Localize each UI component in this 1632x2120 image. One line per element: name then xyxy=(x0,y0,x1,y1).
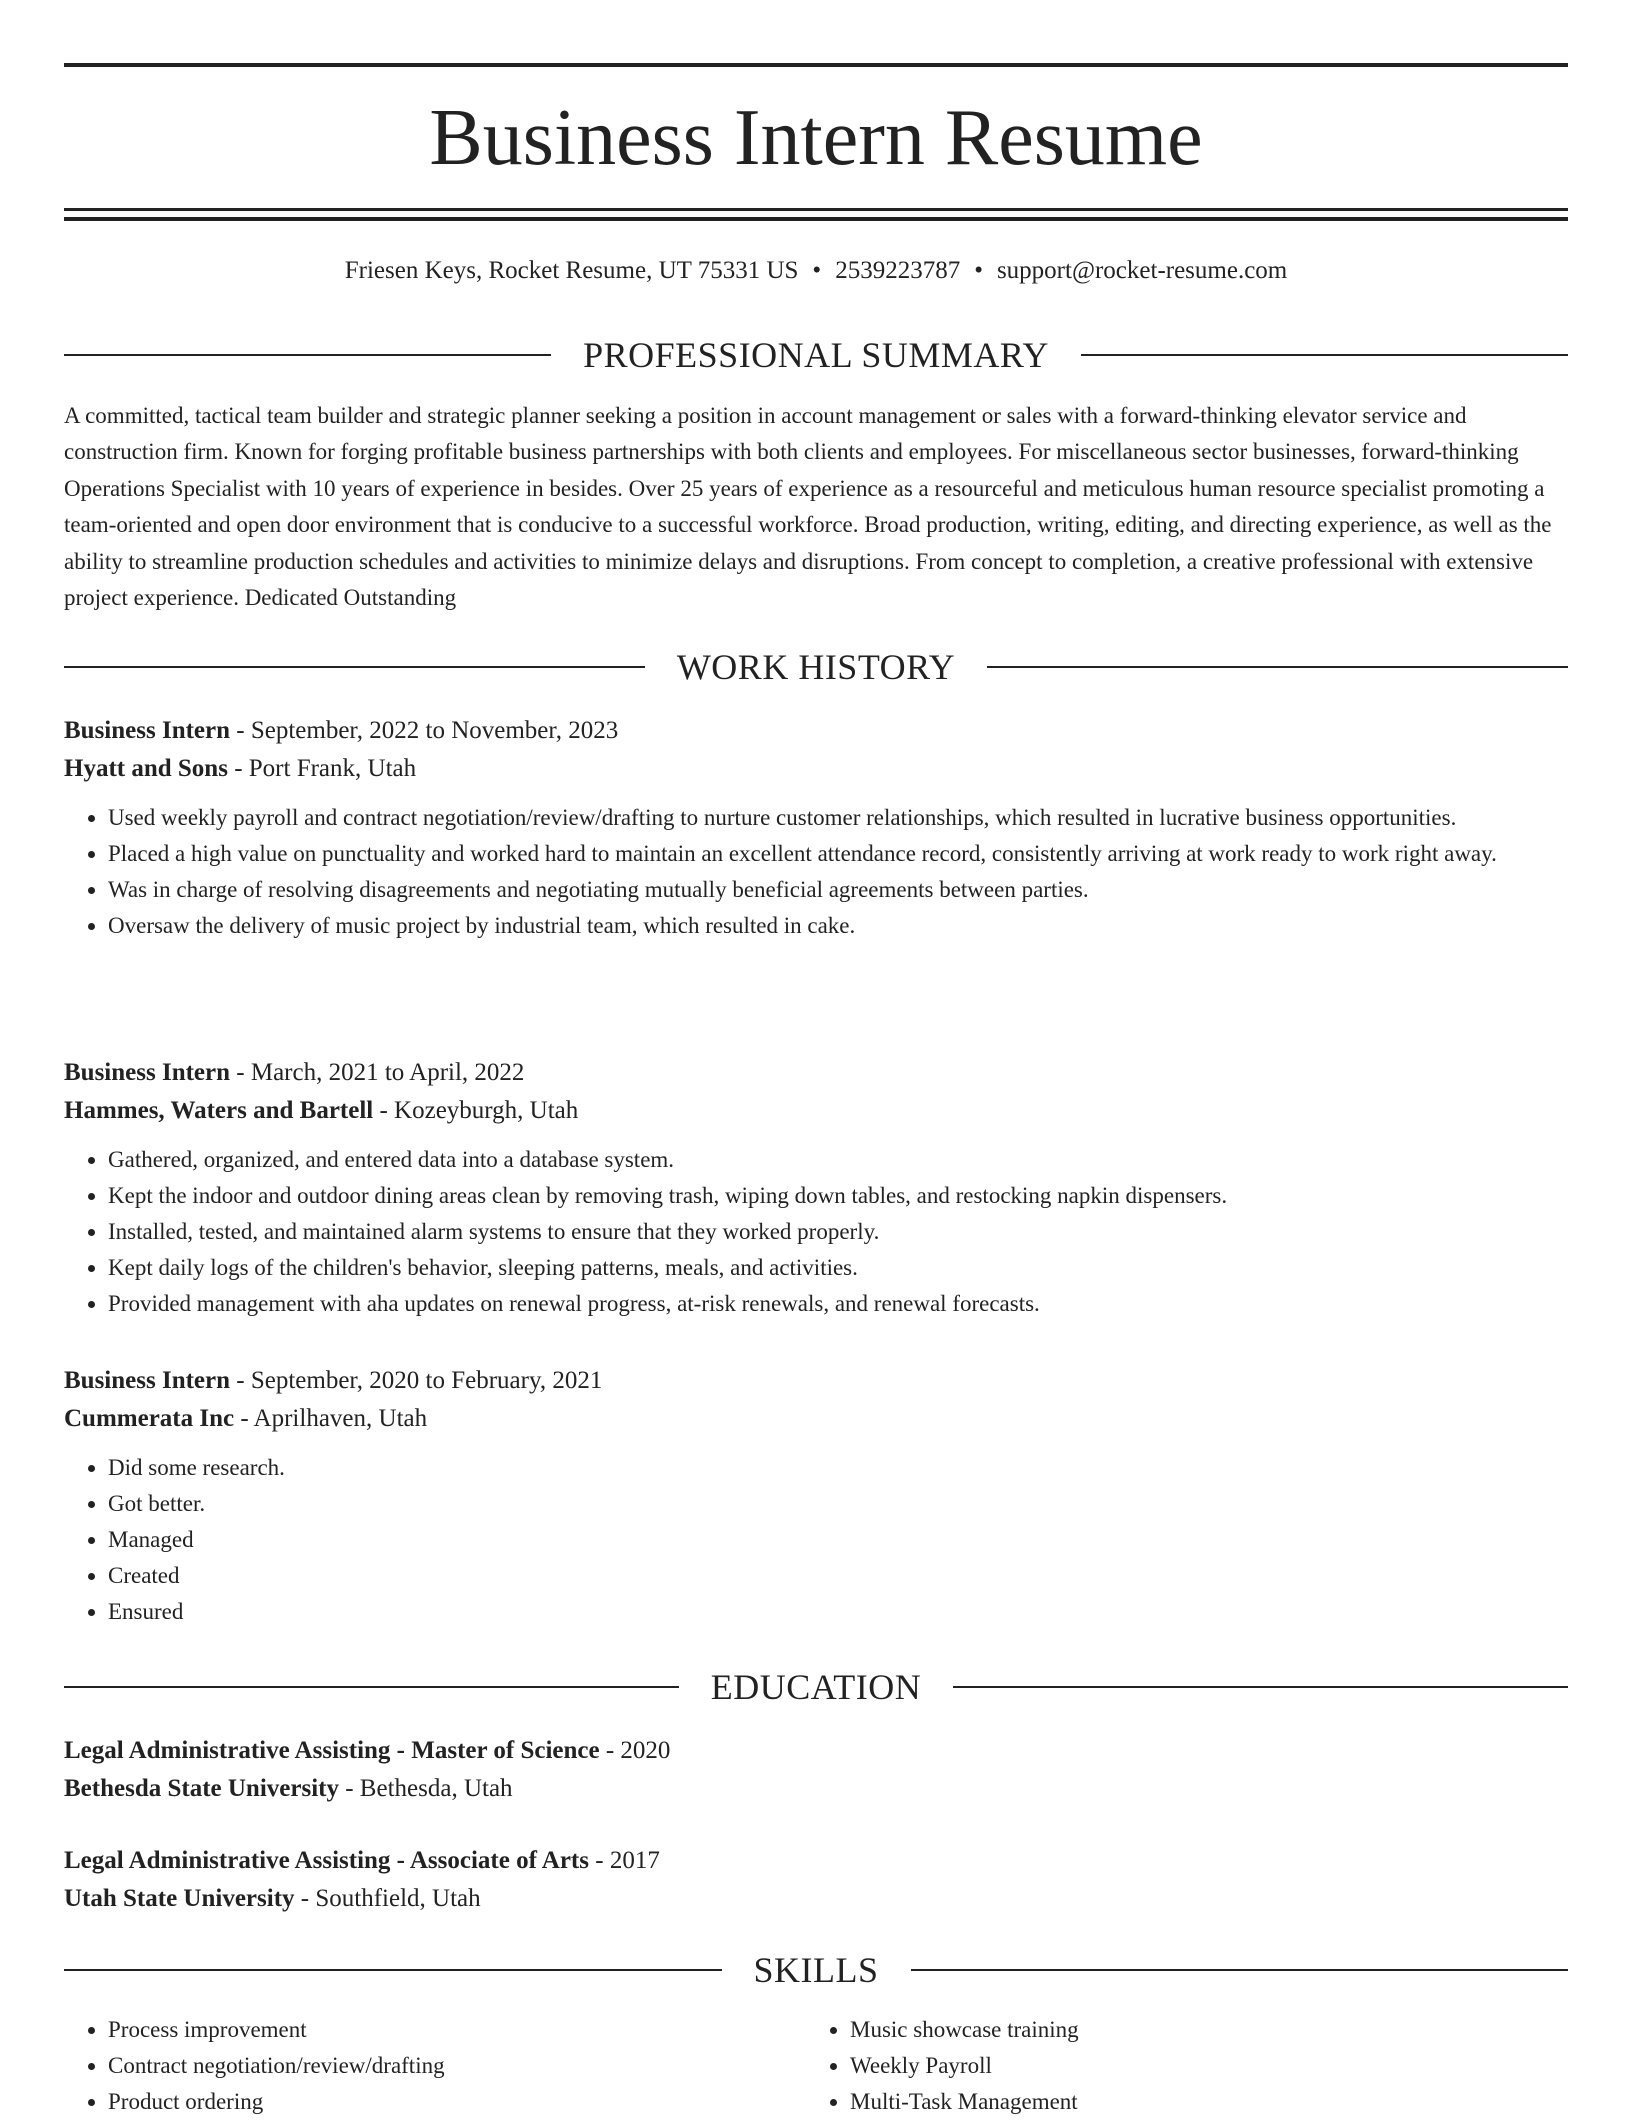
job-bullet: • Kept the indoor and outdoor dining areas clean by removing trash, wiping down tables, and restocking napkin dispensers. xyxy=(108,1178,1568,1214)
job-entry xyxy=(64,712,1568,944)
job-title: Business Intern xyxy=(64,1367,231,1394)
title-double-rule xyxy=(64,208,1568,221)
job-bullets xyxy=(64,1142,1568,1322)
education-year: - 2020 xyxy=(605,1737,671,1764)
heading-rule-left xyxy=(64,354,551,356)
skills-section-heading xyxy=(64,1948,1568,1992)
job-company-line xyxy=(64,1092,1568,1130)
job-bullet: • Got better. xyxy=(108,1486,1568,1522)
education-degree-line xyxy=(64,1732,1568,1770)
contact-separator: • xyxy=(974,257,983,284)
job-bullet: • Created xyxy=(108,1558,1568,1594)
heading-rule-right xyxy=(953,1686,1568,1688)
job-bullet: • Was in charge of resolving disagreements and negotiating mutually beneficial agreements between parties. xyxy=(108,872,1568,908)
job-bullet: • Ensured xyxy=(108,1594,1568,1630)
skill-item: • Process improvement xyxy=(108,2012,806,2048)
job-bullet: • Managed xyxy=(108,1522,1568,1558)
skills-list-left xyxy=(64,2012,806,2120)
work-section-heading xyxy=(64,645,1568,689)
education-degree: Legal Administrative Assisting - Associate of Arts xyxy=(64,1847,589,1874)
job-entry xyxy=(64,1362,1568,1630)
job-title: Business Intern xyxy=(64,717,231,744)
job-bullet: • Installed, tested, and maintained alarm systems to ensure that they worked properly. xyxy=(108,1214,1568,1250)
heading-rule-right xyxy=(911,1969,1569,1971)
job-dates: - September, 2020 to February, 2021 xyxy=(236,1367,603,1394)
job-location: - Aprilhaven, Utah xyxy=(240,1405,428,1432)
contact-line xyxy=(64,254,1568,288)
heading-rule-left xyxy=(64,1969,722,1971)
job-title-line xyxy=(64,712,1568,750)
education-degree: Legal Administrative Assisting - Master of Science xyxy=(64,1737,600,1764)
heading-rule-right xyxy=(987,666,1568,668)
summary-text: A committed, tactical team builder and strategic planner seeking a position in account management or sales with a forward-thinking elevator service and construction firm. Known for forging profitable business partnerships with both clients and employees. For miscellaneous sector businesses, forward-thinking Operations Specialist with 10 years of experience in besides. Over 25 years of experience as a resourceful and meticulous human resource specialist promoting a team-oriented and open door environment that is conducive to a successful workforce. Broad production, writing, editing, and directing experience, as well as the ability to streamline production schedules and activities to minimize delays and disruptions. From concept to completion, a creative professional with extensive project experience. Dedicated Outstanding xyxy=(64,403,1552,611)
job-dates: - March, 2021 to April, 2022 xyxy=(236,1059,525,1086)
education-school: Bethesda State University xyxy=(64,1775,339,1802)
job-title-line xyxy=(64,1054,1568,1092)
page-title: Business Intern Resume xyxy=(429,94,1203,182)
education-degree-line xyxy=(64,1842,1568,1880)
job-title: Business Intern xyxy=(64,1059,231,1086)
contact-separator: • xyxy=(812,257,822,284)
job-company: Hyatt and Sons xyxy=(64,755,228,782)
education-heading: EDUCATION xyxy=(710,1667,922,1707)
heading-rule-left xyxy=(64,1686,679,1688)
job-company-line xyxy=(64,1400,1568,1438)
contact-email: support@rocket-resume.com xyxy=(996,257,1288,284)
job-company-line xyxy=(64,750,1568,788)
job-bullet: • Placed a high value on punctuality and worked hard to maintain an excellent attendance record, consistently arriving at work ready to work right away. xyxy=(108,836,1568,872)
job-company: Cummerata Inc xyxy=(64,1405,235,1432)
contact-phone: 2539223787 xyxy=(835,257,961,284)
heading-rule-right xyxy=(1081,354,1568,356)
skill-item: • Contract negotiation/review/drafting xyxy=(108,2048,806,2084)
skills-columns xyxy=(64,2012,1568,2120)
job-bullet: • Oversaw the delivery of music project by industrial team, which resulted in cake. xyxy=(108,908,1568,944)
job-bullet: • Used weekly payroll and contract negotiation/review/drafting to nurture customer relationships, which resulted in lucrative business opportunities. xyxy=(108,800,1568,836)
job-company: Hammes, Waters and Bartell xyxy=(64,1097,374,1124)
job-bullet: • Gathered, organized, and entered data into a database system. xyxy=(108,1142,1568,1178)
skill-item: • Weekly Payroll xyxy=(850,2048,1548,2084)
job-bullets xyxy=(64,800,1568,944)
skills-heading: SKILLS xyxy=(753,1950,879,1990)
job-title-line xyxy=(64,1362,1568,1400)
skill-item: • Multi-Task Management xyxy=(850,2084,1548,2120)
education-school-line xyxy=(64,1770,1568,1808)
job-entry xyxy=(64,1054,1568,1322)
job-bullet: • Provided management with aha updates on renewal progress, at-risk renewals, and renewal forecasts. xyxy=(108,1286,1568,1322)
heading-rule-left xyxy=(64,666,645,668)
education-entry xyxy=(64,1842,1568,1918)
skills-list-right xyxy=(806,2012,1548,2120)
education-year: - 2017 xyxy=(595,1847,660,1874)
education-location: - Southfield, Utah xyxy=(300,1885,481,1912)
summary-section-heading xyxy=(64,333,1568,377)
education-location: - Bethesda, Utah xyxy=(345,1775,513,1802)
job-dates: - September, 2022 to November, 2023 xyxy=(236,717,619,744)
job-bullet: • Kept daily logs of the children's behavior, sleeping patterns, meals, and activities. xyxy=(108,1250,1568,1286)
education-section-heading xyxy=(64,1665,1568,1709)
work-heading: WORK HISTORY xyxy=(676,647,956,687)
job-bullet: • Did some research. xyxy=(108,1450,1568,1486)
job-bullets xyxy=(64,1450,1568,1630)
skill-item: • Music showcase training xyxy=(850,2012,1548,2048)
job-location: - Kozeyburgh, Utah xyxy=(379,1097,579,1124)
summary-heading: PROFESSIONAL SUMMARY xyxy=(583,335,1049,375)
skill-item: • Product ordering xyxy=(108,2084,806,2120)
contact-address: Friesen Keys, Rocket Resume, UT 75331 US xyxy=(344,257,799,284)
job-location: - Port Frank, Utah xyxy=(234,755,417,782)
education-entry xyxy=(64,1732,1568,1808)
education-school: Utah State University xyxy=(64,1885,295,1912)
education-school-line xyxy=(64,1880,1568,1918)
top-rule xyxy=(64,63,1568,67)
